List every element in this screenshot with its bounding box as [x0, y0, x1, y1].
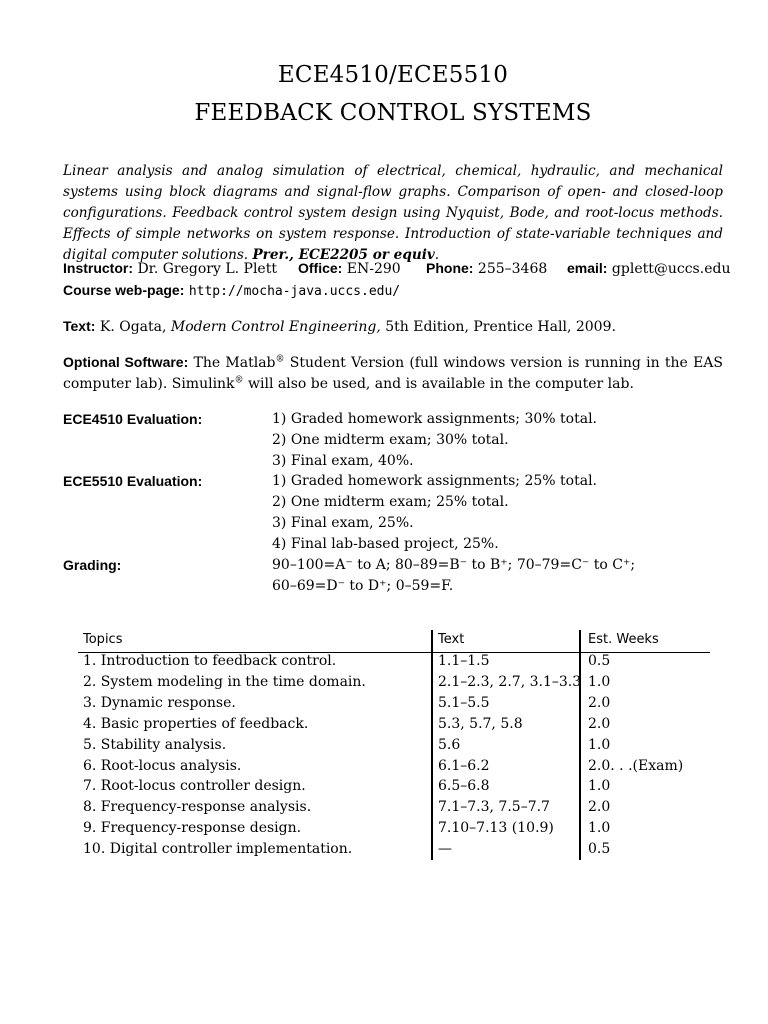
ece5510-eval-label: ECE5510 Evaluation: — [63, 473, 203, 489]
ece5510-eval-item: 3) Final exam, 25%. — [272, 515, 414, 531]
phone-value: 255–3468 — [477, 261, 548, 277]
web-label: Course web-page: — [63, 282, 185, 298]
course-codes: ECE4510/ECE5510 — [277, 62, 509, 88]
grading-label: Grading: — [63, 557, 122, 573]
software-label: Optional Software: — [63, 354, 189, 370]
ece4510-eval-label: ECE4510 Evaluation: — [63, 411, 203, 427]
software-paragraph: Optional Software: The Matlab® Student Version (full windows version is running in the EAS computer lab). Simulink® will also be used, and is available in the computer lab. — [63, 354, 724, 392]
column-divider — [431, 630, 433, 860]
office-line — [298, 260, 401, 277]
prerequisite: Prer., ECE2205 or equiv — [252, 247, 435, 263]
textbook-line — [63, 318, 616, 335]
ece5510-eval-item: 1) Graded homework assignments; 25% total. — [272, 473, 597, 489]
header-topics: Topics — [83, 632, 123, 647]
ece5510-eval-item: 2) One midterm exam; 25% total. — [272, 494, 509, 510]
instructor-label: Instructor: — [63, 260, 133, 276]
email-label: email: — [567, 260, 608, 276]
column-divider — [579, 630, 581, 860]
web-line — [63, 282, 400, 299]
ece5510-eval-item: 4) Final lab-based project, 25%. — [272, 536, 499, 552]
syllabus-page: ECE4510/ECE5510 FEEDBACK CONTROL SYSTEMS Linear analysis and analog simulation of electrical, chemical, hydraulic, and mechanical systems using block diagrams and signal-flow graphs. Comparison of open- and closed-loop configurations. Feedback control system design using Nyquist, Bode, and root-locus methods. Effects of simple networks on system response. Introduction of state-variable techniques and digital computer solutions. Prer., ECE2205 or equiv. Instructor: Dr. Gregory L. Plett Office: EN-290 Phone: 255–3468 email: gplett@uccs.edu Course web-page: http://mocha-java.uccs.edu/ Text: K. Ogata, Modern Control Engineering, 5th Edition, Prentice Hall, 2009. Optional Software: The Matlab® Student Version (full windows version is running in the EAS computer lab). Simulink® will also be used, and is available in the computer lab. ECE4510 Evaluation: 1) Graded homework assignments; 30% total. 2) One midterm exam; 30% total. 3) Final exam, 40%. ECE5510 Evaluation: 1) Graded homework assignments; 25% total. 2) One midterm exam; 25% total. 3) Final exam, 25%. 4) Final lab-based project, 25%. Grading: 90–100=A⁻ to A; 80–89=B⁻ to B⁺; 70–79=C⁻ to C⁺; 60–69=D⁻ to D⁺; 0–59=F. Topics Text Est. Weeks 1. Introduction to feedback control. 1.1–1.5 0.5 2. System modeling in the time domain. 2.1–2.3, 2.7, 3.1–3.3 1.0 3. Dynamic response. 5.1–5.5 2.0 4. Basic properties of feedback. 5.3, 5.7, 5.8 2.0 5. Stability analysis. 5.6 1.0 6. Root-locus analysis. 6.1–6.2 2.0. . .(Exam) 7. Root-locus controller design. 6.5–6.8 1.0 8. Frequency-response analysis. 7.1–7.3, 7.5–7.7 2.0 9. Frequency-response design. 7.10–7.13 (10.9) 1.0 10. Digital controller implementation. — 0.5 — [0, 0, 768, 1024]
textbook-author: K. Ogata, — [99, 319, 167, 335]
phone-line — [426, 260, 547, 277]
instructor-line — [63, 260, 277, 277]
ece4510-eval-item: 3) Final exam, 40%. — [272, 453, 414, 469]
textbook-details: 5th Edition, Prentice Hall, 2009. — [385, 319, 616, 335]
email-line — [567, 260, 730, 277]
ece4510-eval-item: 2) One midterm exam; 30% total. — [272, 432, 509, 448]
course-title: FEEDBACK CONTROL SYSTEMS — [194, 100, 592, 126]
header-text: Text — [438, 632, 465, 647]
header-est-weeks: Est. Weeks — [588, 632, 659, 647]
description-text: Linear analysis and analog simulation of electrical, chemical, hydraulic, and mechanical systems using block diagrams and signal-flow graphs. Comparison of open- and closed-loop configurations. Feedback control system design using Nyquist, Bode, and root-locus methods. Effects of simple networks on system response. Introduction of state-variable techniques and digital computer solutions. — [63, 163, 723, 263]
email-value[interactable]: gplett@uccs.edu — [611, 261, 731, 277]
office-value: EN-290 — [346, 261, 401, 277]
web-link[interactable]: http://mocha-java.uccs.edu/ — [188, 284, 401, 299]
office-label: Office: — [298, 260, 343, 276]
textbook-title: Modern Control Engineering, — [170, 319, 381, 335]
course-description: Linear analysis and analog simulation of electrical, chemical, hydraulic, and mechanical systems using block diagrams and signal-flow graphs. Comparison of open- and closed-loop configurations. Feedback control system design using Nyquist, Bode, and root-locus methods. Effects of simple networks on system response. Introduction of state-variable techniques and digital computer solutions. Prer., ECE2205 or equiv. — [63, 163, 723, 263]
grading-scale-line: 90–100=A⁻ to A; 80–89=B⁻ to B⁺; 70–79=C⁻ to C⁺; — [272, 557, 636, 573]
ece4510-eval-item: 1) Graded homework assignments; 30% total. — [272, 411, 597, 427]
grading-scale-line: 60–69=D⁻ to D⁺; 0–59=F. — [272, 578, 454, 594]
phone-label: Phone: — [426, 260, 474, 276]
instructor-name: Dr. Gregory L. Plett — [137, 261, 277, 277]
textbook-label: Text: — [63, 318, 96, 334]
